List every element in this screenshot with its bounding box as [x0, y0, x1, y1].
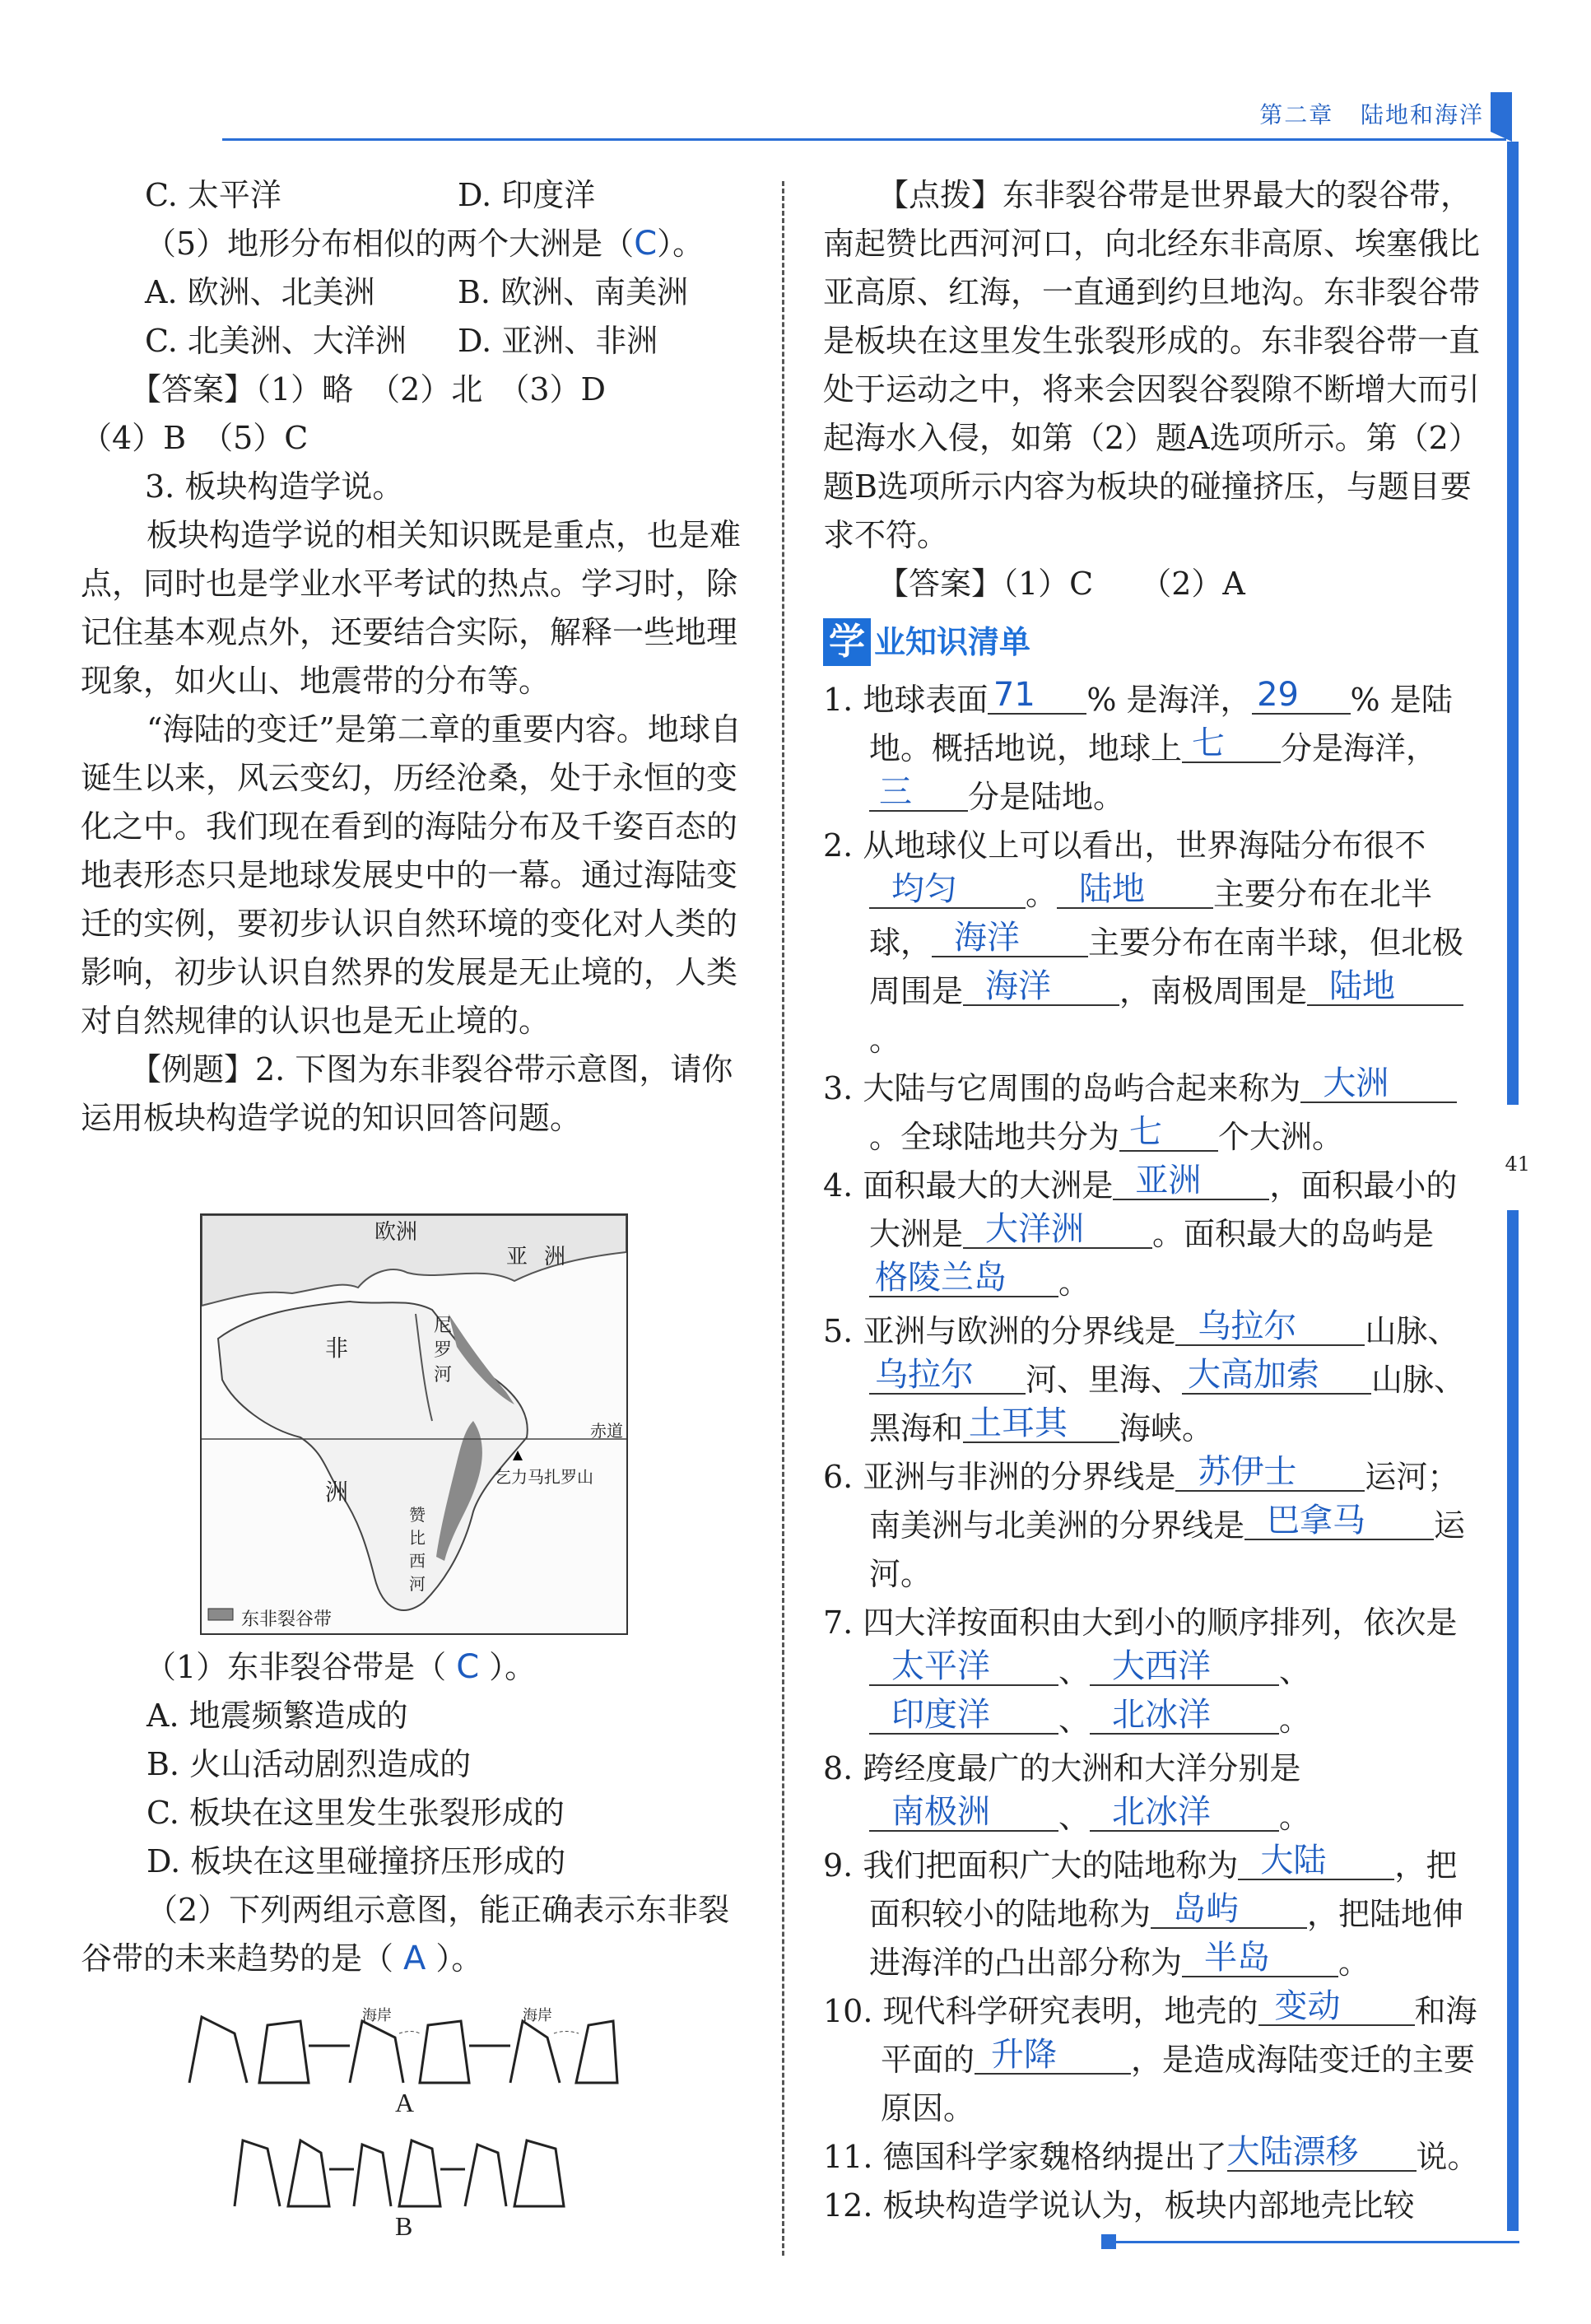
i5-text-c: 河、里海、 — [1026, 1362, 1183, 1398]
q5-options-ab — [81, 268, 747, 317]
q5-option-d: D. 亚洲、非洲 — [458, 323, 658, 359]
section-3-title: 3. 板块构造学说。 — [145, 468, 404, 505]
q5-option-b: B. 欧洲、南美洲 — [458, 274, 689, 310]
i3-text-a: 3. 大陆与它周围的岛屿合起来称为 — [823, 1070, 1301, 1106]
i3-blank-2: 七 — [1119, 1114, 1218, 1152]
i1-text-b: % 是海洋， — [1086, 682, 1252, 718]
i7-text-d: 、 — [1058, 1702, 1091, 1738]
i7-text-a: 7. 四大洋按面积由大到小的顺序排列，依次是 — [823, 1604, 1458, 1641]
q5-options-cd — [81, 317, 747, 366]
answer-line-1: 【答案】（1）略 （2）北 （3）D — [130, 371, 606, 408]
paragraph-2: “海陆的变迁”是第二章的重要内容。地球自诞生以来，风云变幻，历经沧桑，处于永恒的变化之中。我们现在看到的海陆分布及千姿百态的地表形态只是地球发展史中的一幕。通过海陆变迁的实例，要初步认识自然环境的变化对人类的影响，初步认识自然界的发展是无止境的，人类对自然规律的认识也是无止境的。 — [81, 711, 742, 1039]
sq1-option-b: B. 火山活动剧烈造成的 — [147, 1746, 472, 1782]
east-africa-rift-map — [200, 1213, 628, 1635]
i7-blank-2: 大西洋 — [1090, 1648, 1279, 1686]
label-africa-2: 洲 — [325, 1479, 349, 1506]
sq1-end: ）。 — [489, 1649, 537, 1685]
a-coast-label-2: 海岸 — [523, 2007, 552, 2024]
item-4 — [823, 1162, 1488, 1307]
label-kilimanjaro: 乞力马扎罗山 — [495, 1467, 593, 1487]
sq1-answer: C — [456, 1648, 480, 1686]
i9-blank-2: 岛屿 — [1151, 1891, 1307, 1929]
i5-text-b: 山脉、 — [1365, 1313, 1459, 1349]
i5-blank-2: 乌拉尔 — [869, 1357, 1026, 1395]
q5-option-a: A. 欧洲、北美洲 — [145, 274, 375, 310]
i2-text-a: 2. 从地球仪上可以看出，世界海陆分布很不 — [823, 827, 1426, 864]
item-8 — [823, 1744, 1488, 1842]
a-coast-label-1: 海岸 — [362, 2007, 392, 2024]
i2-text-e: ，南极周围是 — [1119, 973, 1308, 1009]
i10-blank-2: 升降 — [975, 2037, 1131, 2075]
i9-blank-1: 大陆 — [1238, 1842, 1394, 1880]
item-11 — [823, 2133, 1488, 2182]
diagram-b-label: B — [395, 2211, 413, 2241]
i2-text-c: 主要分布在北半球， — [869, 876, 1433, 961]
page-number: 41 — [1505, 1153, 1530, 1176]
i2-blank-3: 海洋 — [932, 920, 1088, 957]
a-block-3 — [510, 2021, 617, 2083]
i5-text-e: 海峡。 — [1119, 1410, 1214, 1446]
q5-text: （5）地形分布相似的两个大洲是（ — [145, 226, 635, 262]
i10-blank-1: 变动 — [1258, 1988, 1415, 2026]
item-3 — [823, 1064, 1488, 1162]
i8-text-c: 。 — [1279, 1799, 1311, 1835]
i5-text-d: 山脉、黑海和 — [869, 1362, 1466, 1446]
diagram-b-svg — [230, 2124, 568, 2215]
label-africa-1: 非 — [325, 1334, 349, 1362]
q5-option-c: C. 北美洲、大洋洲 — [145, 323, 407, 359]
column-divider — [782, 181, 784, 2256]
diagram-a-label: A — [395, 2088, 415, 2117]
i1-blank-2: 29 — [1252, 677, 1351, 715]
i4-blank-1: 亚洲 — [1113, 1162, 1269, 1200]
chapter-number: 第二章 — [1259, 101, 1334, 128]
sq2-end: ）。 — [435, 1940, 483, 1977]
i1-text-c: % 是陆地。概括地说，地球上 — [869, 682, 1453, 766]
i4-blank-2: 大洋洲 — [963, 1211, 1152, 1249]
q5-end: ）。 — [657, 226, 705, 262]
left-column-lower — [81, 1643, 747, 1983]
i6-blank-1: 苏伊士 — [1175, 1454, 1365, 1492]
i5-blank-1: 乌拉尔 — [1175, 1308, 1365, 1346]
example-question: 【例题】2. 下图为东非裂谷带示意图，请你运用板块构造学说的知识回答问题。 — [81, 1051, 733, 1136]
label-zambezi: 赞比西河 — [409, 1505, 426, 1594]
label-equator: 赤道 — [590, 1421, 623, 1441]
i4-text-b: ，面积最小的大洲是 — [869, 1167, 1458, 1252]
i11-text-a: 11. 德国科学家魏格纳提出了 — [823, 2139, 1227, 2175]
label-nile: 尼罗河 — [434, 1316, 453, 1386]
running-header — [1259, 97, 1484, 130]
i1-text-d: 分是海洋， — [1281, 730, 1438, 766]
i7-blank-3: 印度洋 — [869, 1697, 1058, 1735]
i4-blank-3: 格陵兰岛 — [869, 1260, 1058, 1297]
i2-blank-2: 陆地 — [1057, 871, 1213, 909]
diagram-a-svg — [185, 2000, 621, 2091]
a-block-2 — [350, 2021, 469, 2083]
i3-blank-1: 大洲 — [1300, 1065, 1457, 1103]
label-asia: 亚洲 — [506, 1245, 583, 1269]
i8-text-b: 、 — [1058, 1799, 1091, 1835]
b-block-2 — [354, 2140, 440, 2206]
i6-text-c: 运河。 — [869, 1507, 1466, 1592]
question-5 — [81, 220, 747, 268]
i4-text-d: 。 — [1058, 1264, 1091, 1301]
sq1-option-c: C. 板块在这里发生张裂形成的 — [147, 1795, 565, 1831]
i8-blank-1: 南极洲 — [869, 1794, 1058, 1832]
a-block-1 — [189, 2017, 309, 2083]
sq2-text: （2）下列两组示意图，能正确表示东非裂谷带的未来趋势的是（ — [81, 1892, 730, 1977]
i5-blank-4: 土耳其 — [963, 1405, 1119, 1443]
option-c: C. 太平洋 — [145, 177, 281, 213]
options-row-cd — [81, 171, 747, 220]
legend-label: 东非裂谷带 — [241, 1609, 333, 1630]
tip-paragraph: 【点拨】东非裂谷带是世界最大的裂谷带，南起赞比西河河口，向北经东非高原、埃塞俄比亚高原、红海，一直通到约旦地沟。东非裂谷带是板块在这里发生张裂形成的。东非裂谷带一直处于运动之中，将来会因裂谷裂隙不断增大而引起海水入侵，如第（2）题A选项所示。第（2）题B选项所示内容为板块的碰撞挤压，与题目要求不符。 — [823, 177, 1481, 553]
i6-text-b: 运河；南美洲与北美洲的分界线是 — [869, 1459, 1459, 1544]
i4-text-a: 4. 面积最大的大洲是 — [823, 1167, 1114, 1204]
i8-text-a: 8. 跨经度最广的大洲和大洋分别是 — [823, 1750, 1301, 1786]
i1-text-a: 1. 地球表面 — [823, 682, 989, 718]
i2-text-d: 主要分布在南半球，但北极周围是 — [869, 924, 1464, 1009]
i8-blank-2: 北冰洋 — [1090, 1794, 1279, 1832]
header-rule — [222, 138, 1506, 141]
sq1-text: （1）东非裂谷带是（ — [145, 1649, 447, 1685]
sub-question-2 — [81, 1886, 747, 1983]
i7-blank-1: 太平洋 — [869, 1648, 1058, 1686]
i9-text-a: 9. 我们把面积广大的陆地称为 — [823, 1847, 1239, 1884]
b-block-1 — [235, 2140, 329, 2206]
i2-blank-1: 均匀 — [869, 871, 1026, 909]
i5-blank-3: 大高加索 — [1182, 1357, 1371, 1395]
i7-text-b: 、 — [1058, 1653, 1091, 1689]
i7-blank-4: 北冰洋 — [1090, 1697, 1279, 1735]
i4-text-c: 。面积最大的岛屿是 — [1152, 1216, 1435, 1252]
chapter-title: 陆地和海洋 — [1360, 101, 1484, 128]
q5-answer: C — [634, 225, 658, 263]
i9-text-b: ，把面积较小的陆地称为 — [869, 1847, 1458, 1932]
i2-blank-4: 海洋 — [963, 968, 1119, 1006]
label-europe: 欧洲 — [374, 1220, 418, 1245]
footer-square — [1101, 2234, 1116, 2249]
paragraph-1: 板块构造学说的相关知识既是重点，也是难点，同时也是学业水平考试的热点。学习时，除记住基本观点外，还要结合实际，解释一些地理现象，如火山、地震带的分布等。 — [81, 517, 742, 699]
legend-swatch — [208, 1609, 233, 1620]
i11-blank-1: 大陆漂移 — [1227, 2134, 1417, 2172]
i10-text-a: 10. 现代科学研究表明，地壳的 — [823, 1993, 1258, 2029]
i3-text-b: 。全球陆地共分为 — [869, 1119, 1120, 1155]
study-icon: 学 — [823, 618, 871, 666]
i2-text-b: 。 — [1026, 876, 1058, 912]
item-5 — [823, 1307, 1488, 1453]
i1-blank-4: 三 — [869, 774, 968, 812]
side-bar-top — [1507, 142, 1519, 1105]
i5-text-a: 5. 亚洲与欧洲的分界线是 — [823, 1313, 1176, 1349]
a-sea-line-1 — [399, 2032, 420, 2034]
i2-blank-5: 陆地 — [1307, 968, 1463, 1006]
i9-text-c: ，把陆地伸进海洋的凸出部分称为 — [869, 1896, 1464, 1981]
i6-text-a: 6. 亚洲与非洲的分界线是 — [823, 1459, 1176, 1495]
header-flag — [1491, 92, 1512, 142]
sub-question-1 — [81, 1643, 747, 1692]
item-2 — [823, 822, 1488, 1064]
i2-text-f: 。 — [869, 1022, 901, 1058]
item-9 — [823, 1842, 1488, 1987]
diagram-a — [185, 2000, 621, 2117]
side-bar-bottom — [1507, 1210, 1519, 2231]
footer-rule — [1116, 2241, 1519, 2243]
section-heading — [823, 613, 1488, 671]
i1-text-e: 分是陆地。 — [968, 779, 1125, 815]
section-title: 业知识清单 — [874, 623, 1031, 660]
b-block-3 — [465, 2140, 564, 2206]
i7-text-c: 、 — [1279, 1653, 1311, 1689]
item-10 — [823, 1987, 1488, 2133]
i10-text-b: 和海平面的 — [881, 1993, 1477, 2078]
i1-blank-1: 71 — [988, 677, 1086, 715]
item-6 — [823, 1453, 1488, 1599]
i9-blank-3: 半岛 — [1182, 1940, 1338, 1977]
i11-text-b: 说。 — [1416, 2139, 1479, 2175]
option-d: D. 印度洋 — [458, 177, 596, 213]
diagram-b — [230, 2124, 568, 2241]
i3-text-c: 个大洲。 — [1218, 1119, 1344, 1155]
sq1-option-a: A. 地震频繁造成的 — [147, 1698, 408, 1734]
a-sea-line-2 — [554, 2032, 579, 2034]
right-answer: 【答案】（1）C （2）A — [877, 566, 1245, 602]
i6-blank-2: 巴拿马 — [1244, 1502, 1434, 1540]
sq2-answer: A — [403, 1940, 426, 1977]
sq1-option-d: D. 板块在这里碰撞挤压形成的 — [147, 1843, 566, 1879]
item-1 — [823, 676, 1488, 822]
right-column — [823, 171, 1488, 2230]
item-12: 12. 板块构造学说认为，板块内部地壳比较 — [823, 2187, 1415, 2224]
i1-blank-3: 七 — [1182, 725, 1281, 763]
i7-text-e: 。 — [1279, 1702, 1311, 1738]
left-column — [81, 171, 747, 1143]
answer-line-2: （4）B （5）C — [81, 420, 309, 456]
item-7 — [823, 1599, 1488, 1744]
i9-text-d: 。 — [1338, 1944, 1370, 1981]
i10-text-c: ，是造成海陆变迁的主要原因。 — [881, 2042, 1476, 2126]
